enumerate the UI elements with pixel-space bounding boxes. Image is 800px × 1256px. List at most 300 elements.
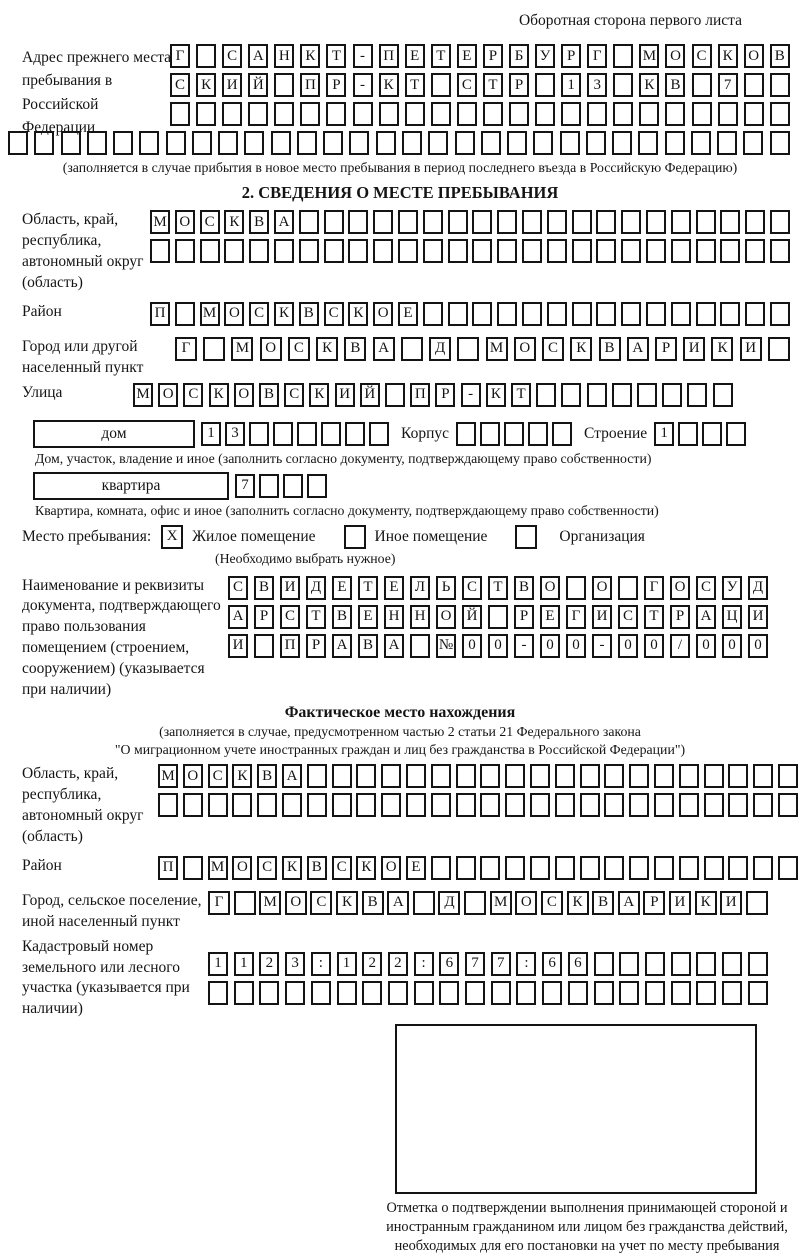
- char-cell[interactable]: [311, 981, 331, 1005]
- char-cell[interactable]: 7: [465, 952, 485, 976]
- char-cell[interactable]: [401, 337, 423, 361]
- char-cell[interactable]: [232, 793, 252, 817]
- char-cell[interactable]: М: [150, 210, 170, 234]
- char-cell[interactable]: [770, 102, 790, 126]
- char-cell[interactable]: М: [639, 44, 659, 68]
- char-cell[interactable]: [638, 131, 658, 155]
- char-cell[interactable]: [457, 337, 479, 361]
- char-cell[interactable]: [257, 793, 277, 817]
- char-cell[interactable]: [713, 383, 733, 407]
- char-cell[interactable]: [618, 576, 638, 600]
- char-cell[interactable]: [324, 210, 344, 234]
- char-cell[interactable]: [497, 239, 517, 263]
- char-cell[interactable]: [323, 131, 343, 155]
- char-cell[interactable]: [522, 210, 542, 234]
- char-cell[interactable]: В: [254, 576, 274, 600]
- char-cell[interactable]: [300, 102, 320, 126]
- char-cell[interactable]: В: [362, 891, 384, 915]
- char-cell[interactable]: [728, 793, 748, 817]
- char-cell[interactable]: [307, 474, 327, 498]
- char-cell[interactable]: [687, 383, 707, 407]
- char-cell[interactable]: [388, 981, 408, 1005]
- char-cell[interactable]: [753, 793, 773, 817]
- char-cell[interactable]: [353, 102, 373, 126]
- char-cell[interactable]: [604, 764, 624, 788]
- char-cell[interactable]: [580, 764, 600, 788]
- char-cell[interactable]: К: [718, 44, 738, 68]
- char-cell[interactable]: [349, 131, 369, 155]
- char-cell[interactable]: О: [234, 383, 254, 407]
- char-cell[interactable]: Т: [405, 73, 425, 97]
- char-cell[interactable]: С: [208, 764, 228, 788]
- char-cell[interactable]: [646, 210, 666, 234]
- char-cell[interactable]: М: [231, 337, 253, 361]
- char-cell[interactable]: [646, 302, 666, 326]
- char-cell[interactable]: [472, 239, 492, 263]
- char-cell[interactable]: [587, 102, 607, 126]
- char-cell[interactable]: [572, 239, 592, 263]
- char-cell[interactable]: [398, 239, 418, 263]
- char-cell[interactable]: О: [232, 856, 252, 880]
- char-cell[interactable]: П: [280, 634, 300, 658]
- char-cell[interactable]: [743, 131, 763, 155]
- char-cell[interactable]: [414, 981, 434, 1005]
- char-cell[interactable]: 3: [225, 422, 245, 446]
- char-cell[interactable]: [555, 793, 575, 817]
- char-cell[interactable]: [406, 764, 426, 788]
- char-cell[interactable]: [612, 131, 632, 155]
- char-cell[interactable]: [671, 302, 691, 326]
- char-cell[interactable]: [547, 239, 567, 263]
- char-cell[interactable]: И: [683, 337, 705, 361]
- char-cell[interactable]: [528, 422, 548, 446]
- char-cell[interactable]: Й: [462, 605, 482, 629]
- char-cell[interactable]: [283, 474, 303, 498]
- char-cell[interactable]: С: [696, 576, 716, 600]
- char-cell[interactable]: [748, 981, 768, 1005]
- char-cell[interactable]: [175, 302, 195, 326]
- char-cell[interactable]: [505, 793, 525, 817]
- char-cell[interactable]: О: [592, 576, 612, 600]
- char-cell[interactable]: [604, 856, 624, 880]
- char-cell[interactable]: О: [670, 576, 690, 600]
- char-cell[interactable]: [678, 422, 698, 446]
- char-cell[interactable]: [332, 764, 352, 788]
- char-cell[interactable]: [480, 856, 500, 880]
- char-cell[interactable]: В: [592, 891, 614, 915]
- char-cell[interactable]: С: [284, 383, 304, 407]
- char-cell[interactable]: [561, 383, 581, 407]
- char-cell[interactable]: [274, 102, 294, 126]
- char-cell[interactable]: 0: [748, 634, 768, 658]
- char-cell[interactable]: О: [373, 302, 393, 326]
- char-cell[interactable]: [356, 764, 376, 788]
- char-cell[interactable]: [196, 44, 216, 68]
- char-cell[interactable]: И: [335, 383, 355, 407]
- char-cell[interactable]: [621, 239, 641, 263]
- char-cell[interactable]: [248, 102, 268, 126]
- char-cell[interactable]: [613, 102, 633, 126]
- char-cell[interactable]: 6: [439, 952, 459, 976]
- char-cell[interactable]: И: [592, 605, 612, 629]
- char-cell[interactable]: О: [158, 383, 178, 407]
- char-cell[interactable]: С: [310, 891, 332, 915]
- house-box[interactable]: дом: [33, 420, 195, 448]
- char-cell[interactable]: Е: [406, 856, 426, 880]
- char-cell[interactable]: [555, 856, 575, 880]
- char-cell[interactable]: [612, 383, 632, 407]
- char-cell[interactable]: [332, 793, 352, 817]
- char-cell[interactable]: [431, 764, 451, 788]
- char-cell[interactable]: [645, 952, 665, 976]
- char-cell[interactable]: [728, 856, 748, 880]
- char-cell[interactable]: [530, 856, 550, 880]
- char-cell[interactable]: [691, 131, 711, 155]
- char-cell[interactable]: С: [692, 44, 712, 68]
- char-cell[interactable]: А: [373, 337, 395, 361]
- char-cell[interactable]: 0: [540, 634, 560, 658]
- char-cell[interactable]: 1: [208, 952, 228, 976]
- char-cell[interactable]: Т: [431, 44, 451, 68]
- char-cell[interactable]: [431, 102, 451, 126]
- char-cell[interactable]: 2: [362, 952, 382, 976]
- char-cell[interactable]: К: [316, 337, 338, 361]
- char-cell[interactable]: [457, 102, 477, 126]
- char-cell[interactable]: [572, 210, 592, 234]
- char-cell[interactable]: С: [170, 73, 190, 97]
- char-cell[interactable]: [522, 239, 542, 263]
- char-cell[interactable]: О: [540, 576, 560, 600]
- char-cell[interactable]: [679, 793, 699, 817]
- char-cell[interactable]: [507, 131, 527, 155]
- char-cell[interactable]: О: [224, 302, 244, 326]
- char-cell[interactable]: П: [379, 44, 399, 68]
- char-cell[interactable]: [423, 302, 443, 326]
- char-cell[interactable]: П: [410, 383, 430, 407]
- char-cell[interactable]: К: [348, 302, 368, 326]
- char-cell[interactable]: 0: [618, 634, 638, 658]
- char-cell[interactable]: [654, 764, 674, 788]
- char-cell[interactable]: [448, 302, 468, 326]
- char-cell[interactable]: Е: [457, 44, 477, 68]
- char-cell[interactable]: [696, 302, 716, 326]
- char-cell[interactable]: О: [285, 891, 307, 915]
- char-cell[interactable]: [745, 239, 765, 263]
- char-cell[interactable]: [480, 793, 500, 817]
- char-cell[interactable]: [464, 891, 486, 915]
- char-cell[interactable]: [696, 981, 716, 1005]
- char-cell[interactable]: С: [542, 337, 564, 361]
- char-cell[interactable]: [455, 131, 475, 155]
- char-cell[interactable]: И: [748, 605, 768, 629]
- char-cell[interactable]: Р: [509, 73, 529, 97]
- char-cell[interactable]: В: [259, 383, 279, 407]
- char-cell[interactable]: В: [665, 73, 685, 97]
- char-cell[interactable]: [274, 239, 294, 263]
- char-cell[interactable]: А: [384, 634, 404, 658]
- char-cell[interactable]: [720, 239, 740, 263]
- char-cell[interactable]: [423, 239, 443, 263]
- char-cell[interactable]: [259, 474, 279, 498]
- char-cell[interactable]: [483, 102, 503, 126]
- char-cell[interactable]: [621, 210, 641, 234]
- char-cell[interactable]: [704, 856, 724, 880]
- char-cell[interactable]: [596, 302, 616, 326]
- char-cell[interactable]: [728, 764, 748, 788]
- char-cell[interactable]: К: [356, 856, 376, 880]
- char-cell[interactable]: [522, 302, 542, 326]
- char-cell[interactable]: [376, 131, 396, 155]
- char-cell[interactable]: [722, 981, 742, 1005]
- apartment-box[interactable]: квартира: [33, 472, 229, 500]
- char-cell[interactable]: 0: [566, 634, 586, 658]
- char-cell[interactable]: [273, 422, 293, 446]
- checkbox-residential[interactable]: X: [161, 525, 183, 549]
- char-cell[interactable]: Н: [410, 605, 430, 629]
- char-cell[interactable]: С: [257, 856, 277, 880]
- char-cell[interactable]: [621, 302, 641, 326]
- char-cell[interactable]: [720, 210, 740, 234]
- char-cell[interactable]: Н: [384, 605, 404, 629]
- char-cell[interactable]: Е: [540, 605, 560, 629]
- char-cell[interactable]: [744, 73, 764, 97]
- char-cell[interactable]: [402, 131, 422, 155]
- char-cell[interactable]: [244, 131, 264, 155]
- char-cell[interactable]: [596, 239, 616, 263]
- char-cell[interactable]: Л: [410, 576, 430, 600]
- char-cell[interactable]: В: [257, 764, 277, 788]
- char-cell[interactable]: [594, 981, 614, 1005]
- char-cell[interactable]: Д: [438, 891, 460, 915]
- char-cell[interactable]: [175, 239, 195, 263]
- char-cell[interactable]: [480, 764, 500, 788]
- char-cell[interactable]: [572, 302, 592, 326]
- char-cell[interactable]: [536, 383, 556, 407]
- char-cell[interactable]: [745, 302, 765, 326]
- char-cell[interactable]: [748, 952, 768, 976]
- char-cell[interactable]: Т: [306, 605, 326, 629]
- char-cell[interactable]: Д: [748, 576, 768, 600]
- char-cell[interactable]: [535, 73, 555, 97]
- char-cell[interactable]: А: [274, 210, 294, 234]
- char-cell[interactable]: О: [515, 891, 537, 915]
- char-cell[interactable]: [481, 131, 501, 155]
- char-cell[interactable]: [665, 102, 685, 126]
- char-cell[interactable]: И: [740, 337, 762, 361]
- char-cell[interactable]: Т: [488, 576, 508, 600]
- char-cell[interactable]: [356, 793, 376, 817]
- char-cell[interactable]: [259, 981, 279, 1005]
- char-cell[interactable]: К: [309, 383, 329, 407]
- char-cell[interactable]: 1: [561, 73, 581, 97]
- char-cell[interactable]: [448, 239, 468, 263]
- char-cell[interactable]: [183, 793, 203, 817]
- char-cell[interactable]: [594, 952, 614, 976]
- char-cell[interactable]: -: [514, 634, 534, 658]
- char-cell[interactable]: [150, 239, 170, 263]
- char-cell[interactable]: К: [300, 44, 320, 68]
- char-cell[interactable]: В: [770, 44, 790, 68]
- char-cell[interactable]: [560, 131, 580, 155]
- char-cell[interactable]: К: [486, 383, 506, 407]
- char-cell[interactable]: 6: [568, 952, 588, 976]
- char-cell[interactable]: А: [228, 605, 248, 629]
- char-cell[interactable]: М: [208, 856, 228, 880]
- char-cell[interactable]: -: [353, 44, 373, 68]
- char-cell[interactable]: И: [228, 634, 248, 658]
- char-cell[interactable]: [200, 239, 220, 263]
- char-cell[interactable]: К: [379, 73, 399, 97]
- char-cell[interactable]: Н: [274, 44, 294, 68]
- char-cell[interactable]: 7: [491, 952, 511, 976]
- char-cell[interactable]: Г: [566, 605, 586, 629]
- char-cell[interactable]: [274, 73, 294, 97]
- char-cell[interactable]: [744, 102, 764, 126]
- char-cell[interactable]: [497, 210, 517, 234]
- char-cell[interactable]: А: [696, 605, 716, 629]
- char-cell[interactable]: А: [282, 764, 302, 788]
- char-cell[interactable]: [385, 383, 405, 407]
- char-cell[interactable]: К: [336, 891, 358, 915]
- char-cell[interactable]: К: [209, 383, 229, 407]
- char-cell[interactable]: [398, 210, 418, 234]
- char-cell[interactable]: [439, 981, 459, 1005]
- char-cell[interactable]: Б: [509, 44, 529, 68]
- char-cell[interactable]: [646, 239, 666, 263]
- char-cell[interactable]: Е: [398, 302, 418, 326]
- char-cell[interactable]: С: [222, 44, 242, 68]
- char-cell[interactable]: Р: [326, 73, 346, 97]
- char-cell[interactable]: [552, 422, 572, 446]
- char-cell[interactable]: [234, 981, 254, 1005]
- char-cell[interactable]: [629, 793, 649, 817]
- char-cell[interactable]: [345, 422, 365, 446]
- char-cell[interactable]: [596, 210, 616, 234]
- char-cell[interactable]: [472, 302, 492, 326]
- char-cell[interactable]: [285, 981, 305, 1005]
- char-cell[interactable]: [504, 422, 524, 446]
- char-cell[interactable]: [662, 383, 682, 407]
- char-cell[interactable]: И: [222, 73, 242, 97]
- char-cell[interactable]: 7: [718, 73, 738, 97]
- char-cell[interactable]: [561, 102, 581, 126]
- char-cell[interactable]: :: [516, 952, 536, 976]
- char-cell[interactable]: [431, 73, 451, 97]
- char-cell[interactable]: 2: [388, 952, 408, 976]
- char-cell[interactable]: /: [670, 634, 690, 658]
- char-cell[interactable]: [645, 981, 665, 1005]
- char-cell[interactable]: Д: [306, 576, 326, 600]
- char-cell[interactable]: [203, 337, 225, 361]
- char-cell[interactable]: К: [274, 302, 294, 326]
- char-cell[interactable]: Р: [643, 891, 665, 915]
- char-cell[interactable]: [505, 764, 525, 788]
- char-cell[interactable]: [218, 131, 238, 155]
- char-cell[interactable]: [704, 793, 724, 817]
- char-cell[interactable]: [555, 764, 575, 788]
- char-cell[interactable]: Г: [208, 891, 230, 915]
- char-cell[interactable]: [497, 302, 517, 326]
- char-cell[interactable]: О: [665, 44, 685, 68]
- char-cell[interactable]: М: [259, 891, 281, 915]
- char-cell[interactable]: [324, 239, 344, 263]
- char-cell[interactable]: [406, 793, 426, 817]
- char-cell[interactable]: [428, 131, 448, 155]
- char-cell[interactable]: В: [514, 576, 534, 600]
- char-cell[interactable]: [746, 891, 768, 915]
- char-cell[interactable]: М: [133, 383, 153, 407]
- char-cell[interactable]: [423, 210, 443, 234]
- char-cell[interactable]: [480, 422, 500, 446]
- char-cell[interactable]: 0: [488, 634, 508, 658]
- char-cell[interactable]: [222, 102, 242, 126]
- char-cell[interactable]: Ь: [436, 576, 456, 600]
- char-cell[interactable]: С: [462, 576, 482, 600]
- char-cell[interactable]: [456, 856, 476, 880]
- char-cell[interactable]: П: [158, 856, 178, 880]
- char-cell[interactable]: О: [744, 44, 764, 68]
- char-cell[interactable]: [254, 634, 274, 658]
- char-cell[interactable]: [456, 764, 476, 788]
- char-cell[interactable]: [533, 131, 553, 155]
- char-cell[interactable]: [271, 131, 291, 155]
- char-cell[interactable]: 2: [259, 952, 279, 976]
- char-cell[interactable]: [770, 73, 790, 97]
- char-cell[interactable]: С: [228, 576, 248, 600]
- char-cell[interactable]: И: [720, 891, 742, 915]
- char-cell[interactable]: [770, 302, 790, 326]
- char-cell[interactable]: -: [353, 73, 373, 97]
- char-cell[interactable]: [629, 856, 649, 880]
- char-cell[interactable]: О: [514, 337, 536, 361]
- char-cell[interactable]: [613, 73, 633, 97]
- char-cell[interactable]: [307, 764, 327, 788]
- char-cell[interactable]: [505, 856, 525, 880]
- char-cell[interactable]: [456, 793, 476, 817]
- char-cell[interactable]: [348, 239, 368, 263]
- char-cell[interactable]: [717, 131, 737, 155]
- char-cell[interactable]: [671, 952, 691, 976]
- char-cell[interactable]: [580, 856, 600, 880]
- char-cell[interactable]: А: [618, 891, 640, 915]
- char-cell[interactable]: Й: [360, 383, 380, 407]
- char-cell[interactable]: [722, 952, 742, 976]
- char-cell[interactable]: [704, 764, 724, 788]
- char-cell[interactable]: К: [224, 210, 244, 234]
- char-cell[interactable]: 1: [234, 952, 254, 976]
- char-cell[interactable]: К: [695, 891, 717, 915]
- char-cell[interactable]: :: [414, 952, 434, 976]
- char-cell[interactable]: 0: [462, 634, 482, 658]
- char-cell[interactable]: Г: [587, 44, 607, 68]
- char-cell[interactable]: К: [711, 337, 733, 361]
- char-cell[interactable]: 1: [201, 422, 221, 446]
- char-cell[interactable]: Т: [644, 605, 664, 629]
- char-cell[interactable]: 1: [337, 952, 357, 976]
- char-cell[interactable]: Е: [358, 605, 378, 629]
- char-cell[interactable]: П: [300, 73, 320, 97]
- char-cell[interactable]: [586, 131, 606, 155]
- char-cell[interactable]: Й: [248, 73, 268, 97]
- char-cell[interactable]: О: [183, 764, 203, 788]
- char-cell[interactable]: В: [358, 634, 378, 658]
- char-cell[interactable]: Р: [655, 337, 677, 361]
- char-cell[interactable]: В: [307, 856, 327, 880]
- char-cell[interactable]: И: [280, 576, 300, 600]
- char-cell[interactable]: [299, 210, 319, 234]
- char-cell[interactable]: [530, 793, 550, 817]
- char-cell[interactable]: К: [567, 891, 589, 915]
